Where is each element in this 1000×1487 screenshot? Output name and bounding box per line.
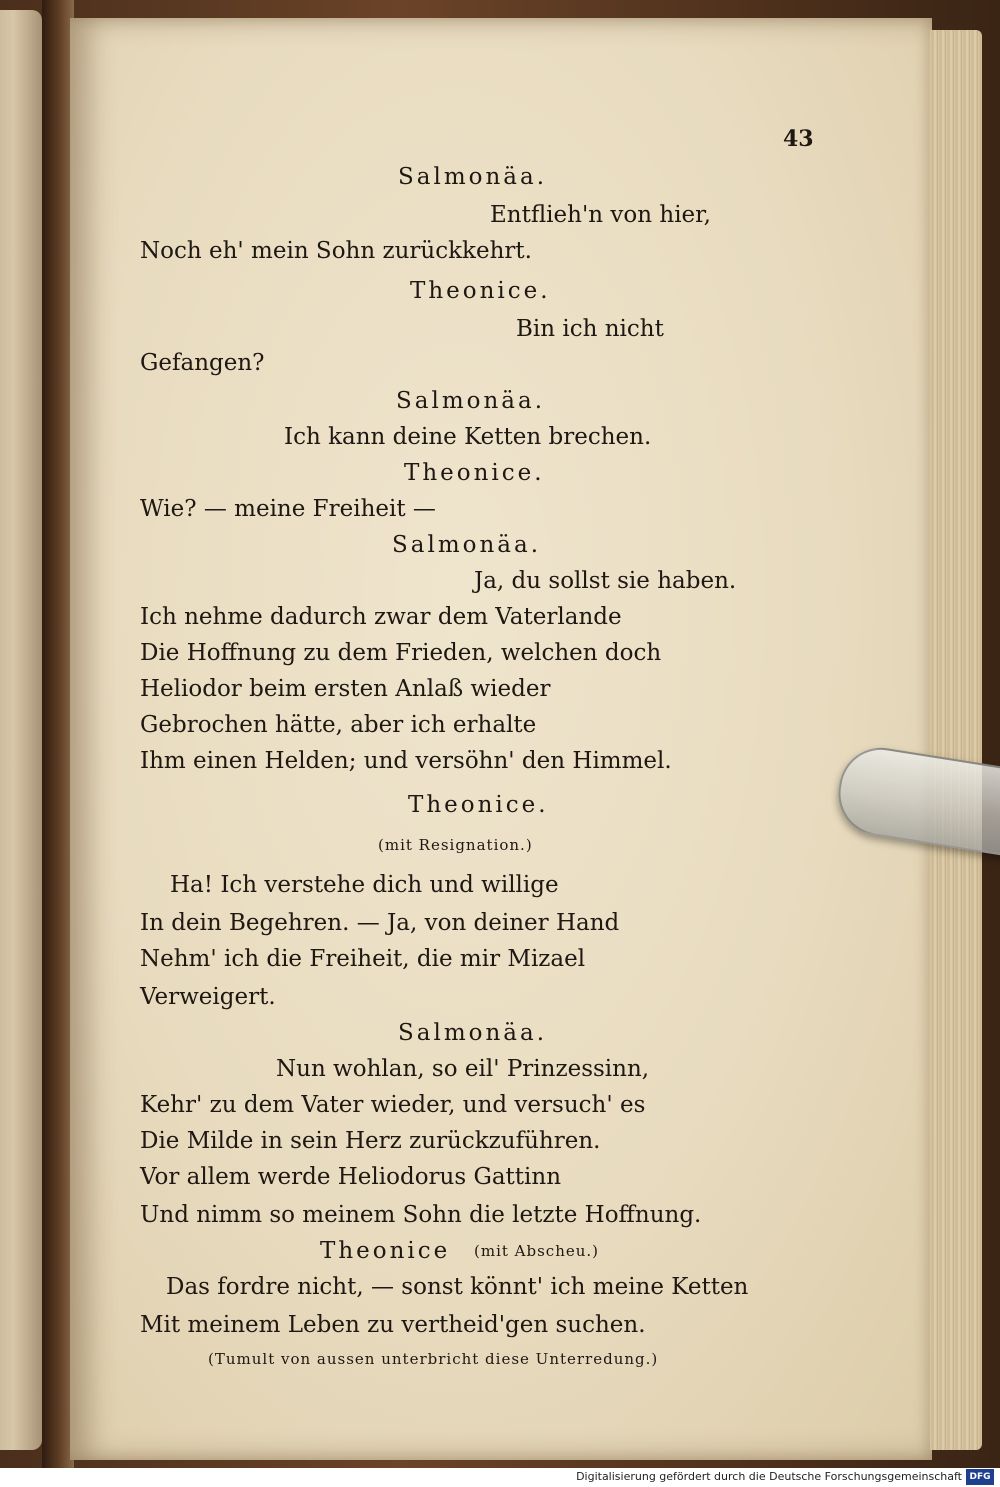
facing-page-edge <box>0 10 42 1450</box>
verse-line: Verweigert. <box>140 984 276 1010</box>
verse-line: Ha! Ich verstehe dich und willige <box>170 872 559 898</box>
verse-line: Ihm einen Helden; und versöhn' den Himmel. <box>140 748 672 774</box>
stage-direction: (mit Abscheu.) <box>474 1242 600 1260</box>
funding-credit: Digitalisierung gefördert durch die Deutsche Forschungsgemeinschaft <box>576 1470 962 1483</box>
speaker-theonice: Theonice. <box>404 460 545 486</box>
verse-line: Gefangen? <box>140 350 265 376</box>
verse-line: Entflieh'n von hier, <box>490 202 711 228</box>
verse-line: In dein Begehren. — Ja, von deiner Hand <box>140 910 620 936</box>
verse-line: Bin ich nicht <box>516 316 664 342</box>
page-number: 43 <box>783 126 814 152</box>
verse-line: Ich kann deine Ketten brechen. <box>284 424 652 450</box>
page-edges <box>930 30 982 1450</box>
verse-line: Noch eh' mein Sohn zurückkehrt. <box>140 238 532 264</box>
speaker-salmonaea: Salmonäa. <box>398 1020 548 1046</box>
verse-line: Nehm' ich die Freiheit, die mir Mizael <box>140 946 586 972</box>
speaker-theonice: Theonice. <box>408 792 549 818</box>
verse-line: Und nimm so meinem Sohn die letzte Hoffnung. <box>140 1202 702 1228</box>
verse-line: Ich nehme dadurch zwar dem Vaterlande <box>140 604 622 630</box>
verse-line: Ja, du sollst sie haben. <box>474 568 737 594</box>
dfg-logo-icon: DFG <box>966 1469 994 1485</box>
speaker-salmonaea: Salmonäa. <box>392 532 542 558</box>
speaker-salmonaea: Salmonäa. <box>396 388 546 414</box>
verse-line: Vor allem werde Heliodorus Gattinn <box>140 1164 562 1190</box>
speaker-theonice: Theonice. <box>410 278 551 304</box>
verse-line: Das fordre nicht, — sonst könnt' ich meine Ketten <box>166 1274 749 1300</box>
speaker-salmonaea: Salmonäa. <box>398 164 548 190</box>
stage-direction: (Tumult von aussen unterbricht diese Unterredung.) <box>208 1350 659 1368</box>
verse-line: Wie? — meine Freiheit — <box>140 496 436 522</box>
verse-line: Gebrochen hätte, aber ich erhalte <box>140 712 537 738</box>
stage-direction: (mit Resignation.) <box>378 836 533 854</box>
verse-line: Heliodor beim ersten Anlaß wieder <box>140 676 551 702</box>
verse-line: Die Hoffnung zu dem Frieden, welchen doch <box>140 640 662 666</box>
verse-line: Kehr' zu dem Vater wieder, und versuch' es <box>140 1092 646 1118</box>
verse-line: Mit meinem Leben zu vertheid'gen suchen. <box>140 1312 646 1338</box>
verse-line: Die Milde in sein Herz zurückzuführen. <box>140 1128 601 1154</box>
verse-line: Nun wohlan, so eil' Prinzessinn, <box>276 1056 650 1082</box>
speaker-theonice: Theonice <box>320 1238 451 1264</box>
